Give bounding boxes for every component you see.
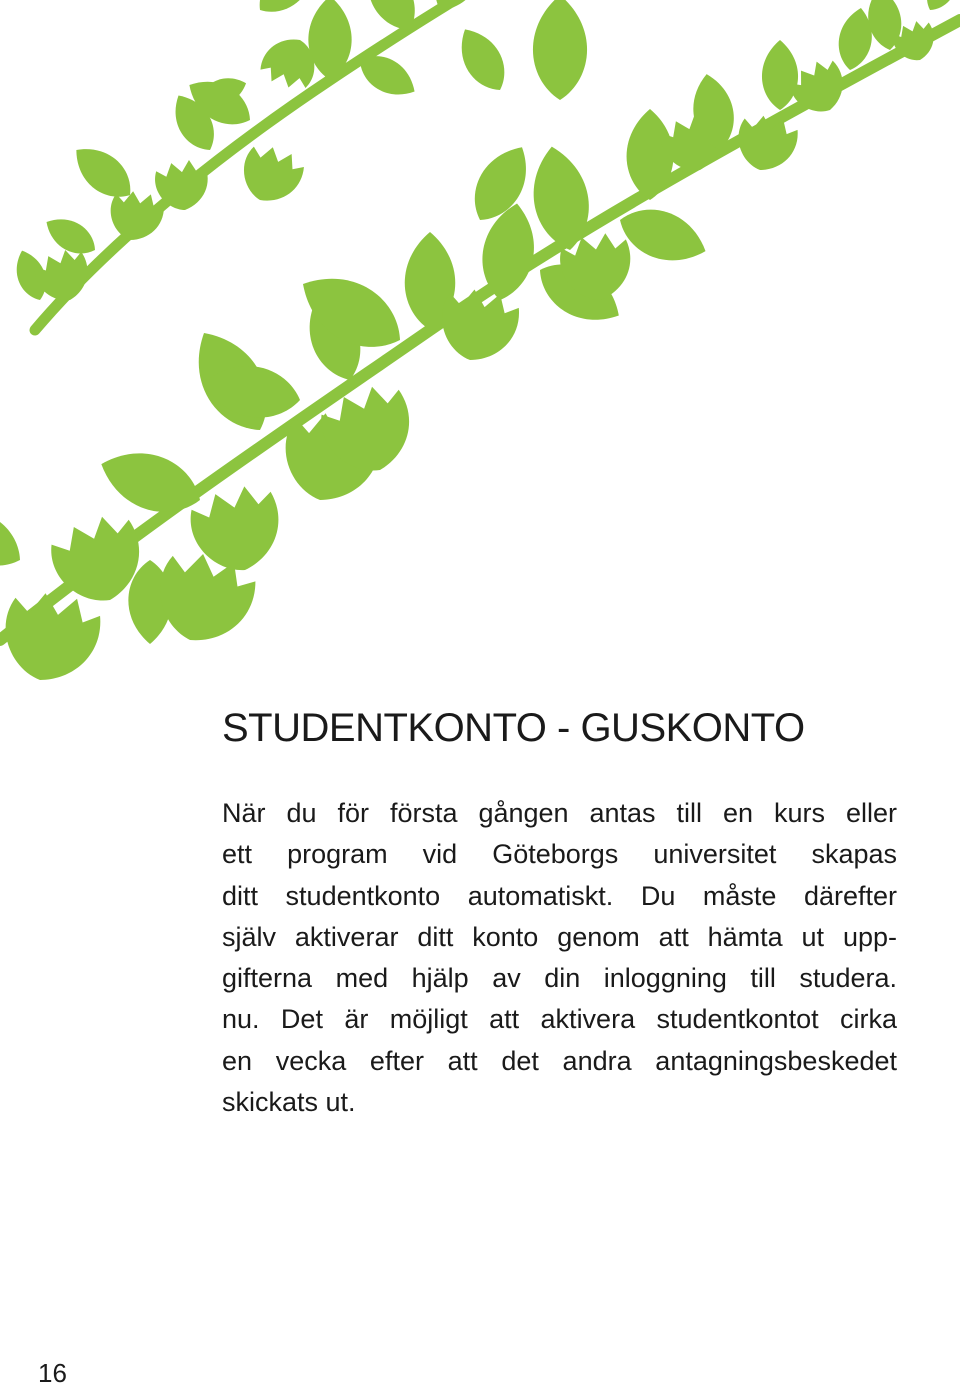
page-title: STUDENTKONTO - GUSKONTO bbox=[222, 706, 805, 750]
paragraph-line: en vecka efter att det andra antagningsbeskedet bbox=[222, 1045, 897, 1076]
paragraph-line: ditt studentkonto automatiskt. Du måste därefter bbox=[222, 880, 897, 911]
paragraph-line: ett program vid Göteborgs universitet skapas bbox=[222, 839, 897, 870]
paragraph-line: När du för första gången antas till en kurs eller bbox=[222, 798, 897, 828]
body-paragraph bbox=[222, 793, 897, 1123]
page-number: 16 bbox=[38, 1358, 67, 1388]
paragraph-line: nu. Det är möjligt att aktivera studentkontot cirka bbox=[222, 1004, 897, 1035]
paragraph-line: själv aktiverar ditt konto genom att hämta ut upp- bbox=[222, 921, 897, 952]
paragraph-line: gifterna med hjälp av din inloggning till studera. bbox=[222, 963, 897, 994]
paragraph-line: skickats ut. bbox=[222, 1087, 356, 1118]
